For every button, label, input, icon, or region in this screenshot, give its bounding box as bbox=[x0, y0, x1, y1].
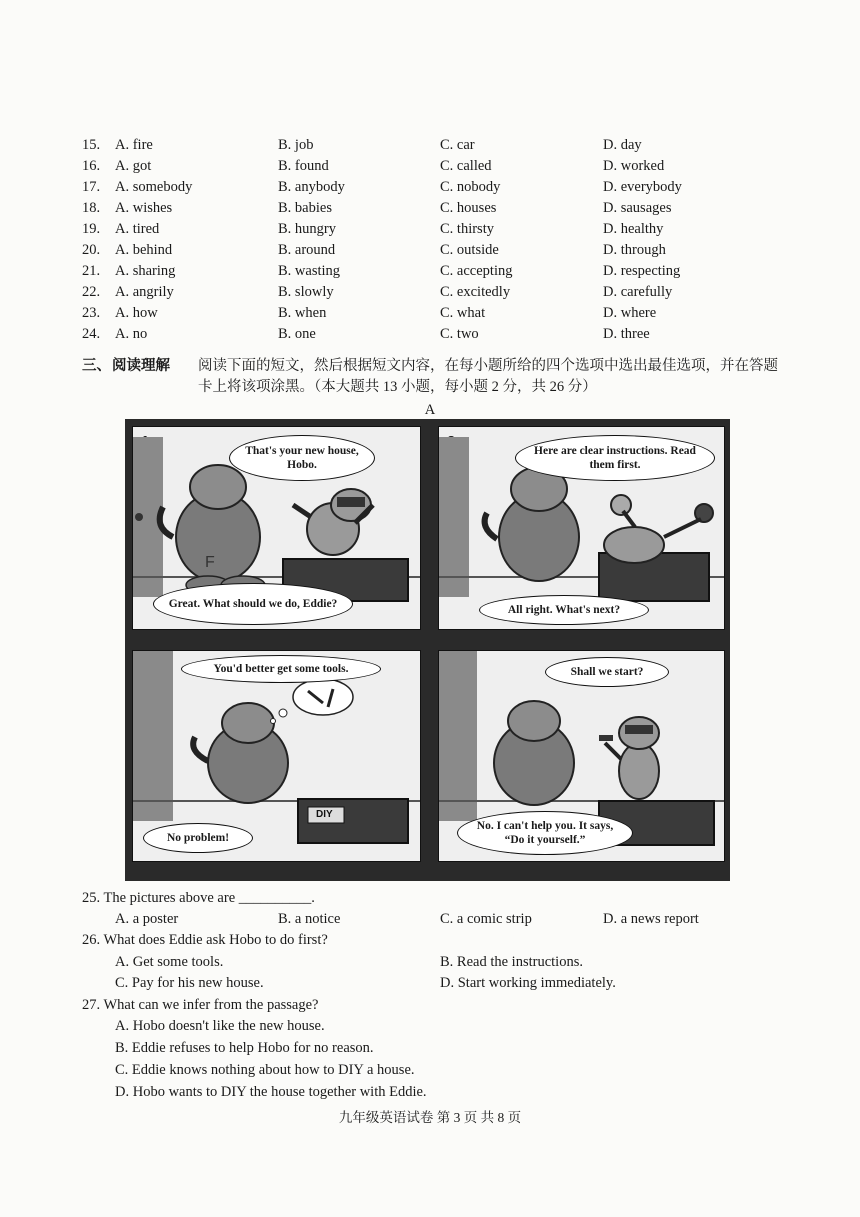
option-a[interactable]: A. angrily bbox=[115, 284, 174, 300]
speech-bubble bbox=[181, 655, 381, 683]
comic-panel-3 bbox=[132, 650, 421, 862]
page-footer: 九年级英语试卷 第 3 页 共 8 页 bbox=[338, 1110, 522, 1125]
option-d[interactable]: D. through bbox=[603, 242, 666, 258]
speech-bubble bbox=[515, 435, 715, 481]
option-b[interactable]: B. anybody bbox=[278, 179, 345, 195]
option-b[interactable]: B. hungry bbox=[278, 221, 336, 237]
speech-text: No problem! bbox=[166, 832, 230, 844]
question-number: 18. bbox=[82, 200, 101, 216]
speech-text: You'd better get some tools. bbox=[213, 663, 349, 675]
option-c[interactable]: C. nobody bbox=[440, 179, 501, 195]
choice-row bbox=[0, 242, 860, 263]
option-c[interactable]: C. thirsty bbox=[440, 221, 494, 237]
option-c[interactable]: C. accepting bbox=[440, 263, 513, 279]
choice-row bbox=[0, 263, 860, 284]
option-b[interactable]: B. job bbox=[278, 137, 314, 153]
option-a[interactable]: A. behind bbox=[115, 242, 173, 258]
option-a[interactable]: A. sharing bbox=[115, 263, 176, 279]
option-b[interactable]: B. around bbox=[278, 242, 336, 258]
comic-panel-4 bbox=[438, 650, 725, 862]
option-a[interactable]: A. fire bbox=[115, 137, 153, 153]
option-d[interactable]: D. three bbox=[603, 326, 650, 342]
choice-row bbox=[0, 179, 860, 200]
question-number: 22. bbox=[82, 284, 101, 300]
choice-row bbox=[0, 326, 860, 347]
question-number: 24. bbox=[82, 326, 101, 342]
option-b[interactable]: B. slowly bbox=[278, 284, 334, 300]
question-stem: 27. What can we infer from the passage? bbox=[82, 997, 319, 1013]
section-number: 三、 bbox=[82, 358, 111, 374]
choice-row bbox=[0, 305, 860, 326]
option-c[interactable]: C. car bbox=[440, 137, 475, 153]
option-c[interactable]: C. outside bbox=[440, 242, 499, 258]
section-instructions: 阅读下面的短文，然后根据短文内容，在每小题所给的四个选项中选出最佳选项，并在答题卡上将该项涂黑。（本大题共 13 小题，每小题 2 分，共 26 分） bbox=[198, 358, 778, 395]
option-a[interactable]: A. how bbox=[115, 305, 158, 321]
option-b[interactable]: B. one bbox=[278, 326, 316, 342]
box-label: DIY bbox=[316, 809, 333, 820]
option-c[interactable]: C. excitedly bbox=[440, 284, 511, 300]
option-d[interactable]: D. a news report bbox=[603, 911, 699, 927]
question-number: 15. bbox=[82, 137, 101, 153]
section-title: 阅读理解 bbox=[112, 358, 170, 374]
speech-text: No. I can't help you. It says, “Do it yourself.” bbox=[476, 820, 614, 846]
option-b[interactable]: B. wasting bbox=[278, 263, 341, 279]
option-a[interactable]: A. wishes bbox=[115, 200, 173, 216]
option-b[interactable]: B. when bbox=[278, 305, 327, 321]
option-b[interactable]: B. found bbox=[278, 158, 329, 174]
option-d[interactable]: D. where bbox=[603, 305, 657, 321]
question-number: 19. bbox=[82, 221, 101, 237]
option-b[interactable]: B. Read the instructions. bbox=[440, 954, 583, 970]
option-d[interactable]: D. worked bbox=[603, 158, 665, 174]
speech-text: Here are clear instructions. Read them first. bbox=[534, 445, 696, 471]
option-d[interactable]: D. Hobo wants to DIY the house together with Eddie. bbox=[115, 1084, 427, 1100]
choice-row bbox=[0, 221, 860, 242]
question-number: 23. bbox=[82, 305, 101, 321]
option-a[interactable]: A. Get some tools. bbox=[115, 954, 224, 970]
option-d[interactable]: D. everybody bbox=[603, 179, 682, 195]
option-d[interactable]: D. day bbox=[603, 137, 642, 153]
speech-text: Shall we start? bbox=[570, 666, 644, 678]
option-c[interactable]: C. houses bbox=[440, 200, 497, 216]
option-c[interactable]: C. called bbox=[440, 158, 492, 174]
passage-letter: A bbox=[424, 402, 436, 418]
speech-bubble bbox=[143, 823, 253, 853]
question-stem: 26. What does Eddie ask Hobo to do first? bbox=[82, 932, 328, 948]
option-a[interactable]: A. no bbox=[115, 326, 148, 342]
option-d[interactable]: D. healthy bbox=[603, 221, 664, 237]
option-c[interactable]: C. two bbox=[440, 326, 479, 342]
question-number: 20. bbox=[82, 242, 101, 258]
svg-text:F: F bbox=[205, 554, 215, 571]
choice-row bbox=[0, 284, 860, 305]
question-number: 21. bbox=[82, 263, 101, 279]
option-c[interactable]: C. a comic strip bbox=[440, 911, 532, 927]
speech-text: Great. What should we do, Eddie? bbox=[168, 598, 338, 610]
option-d[interactable]: D. Start working immediately. bbox=[440, 975, 616, 991]
option-a[interactable]: A. a poster bbox=[115, 911, 179, 927]
choice-row bbox=[0, 137, 860, 158]
option-a[interactable]: A. Hobo doesn't like the new house. bbox=[115, 1018, 325, 1034]
option-a[interactable]: A. somebody bbox=[115, 179, 193, 195]
option-b[interactable]: B. a notice bbox=[278, 911, 341, 927]
question-stem: 25. The pictures above are __________. bbox=[82, 890, 315, 906]
speech-bubble bbox=[545, 657, 669, 687]
speech-bubble bbox=[479, 595, 649, 625]
comic-panel-2 bbox=[438, 426, 725, 630]
option-c[interactable]: C. Eddie knows nothing about how to DIY a house. bbox=[115, 1062, 415, 1078]
question-number: 16. bbox=[82, 158, 101, 174]
choice-row bbox=[0, 200, 860, 221]
choice-row bbox=[0, 158, 860, 179]
option-c[interactable]: C. Pay for his new house. bbox=[115, 975, 264, 991]
option-b[interactable]: B. babies bbox=[278, 200, 332, 216]
speech-bubble bbox=[153, 583, 353, 625]
option-a[interactable]: A. got bbox=[115, 158, 152, 174]
speech-text: That's your new house, Hobo. bbox=[245, 445, 359, 471]
option-a[interactable]: A. tired bbox=[115, 221, 160, 237]
option-d[interactable]: D. sausages bbox=[603, 200, 672, 216]
option-b[interactable]: B. Eddie refuses to help Hobo for no reason. bbox=[115, 1040, 374, 1056]
comic-strip bbox=[125, 419, 730, 881]
speech-bubble bbox=[229, 435, 375, 481]
option-d[interactable]: D. carefully bbox=[603, 284, 673, 300]
speech-text: All right. What's next? bbox=[507, 604, 621, 616]
question-number: 17. bbox=[82, 179, 101, 195]
comic-panel-1 bbox=[132, 426, 421, 630]
speech-bubble bbox=[457, 811, 633, 855]
option-d[interactable]: D. respecting bbox=[603, 263, 681, 279]
option-c[interactable]: C. what bbox=[440, 305, 486, 321]
